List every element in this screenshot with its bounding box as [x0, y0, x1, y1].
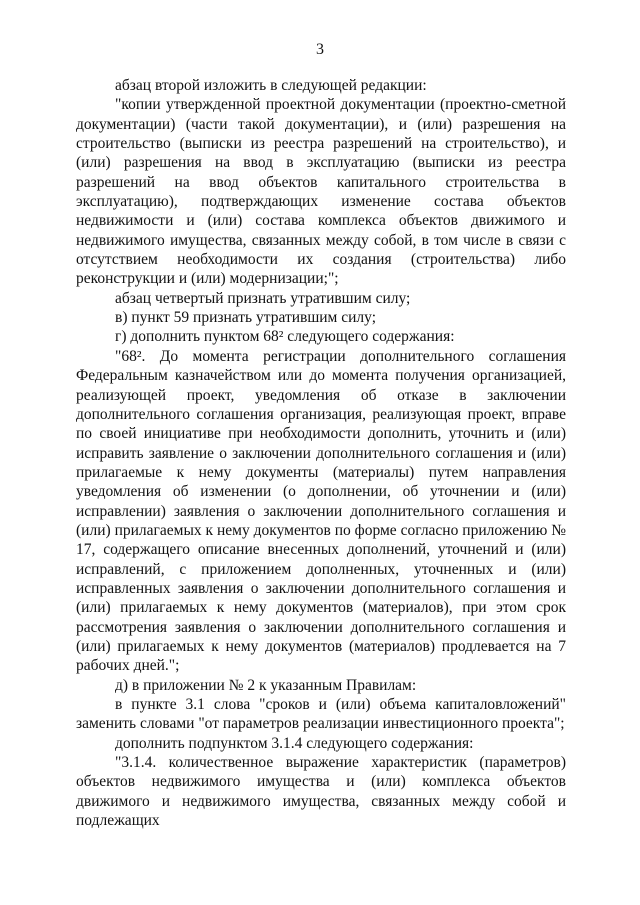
- paragraph-punkt-59: в) пункт 59 признать утратившим силу;: [115, 309, 377, 327]
- paragraph-podpunkt-3-1-4-text: "3.1.4. количественное выражение характеристик (параметров) объектов недвижимого имущества и (или) комплекса объектов движимого и недвижимого имущества, связанных между собой и подлежащих: [76, 754, 566, 830]
- paragraph-dopolnit-podpunktom-3-1-4: дополнить подпунктом 3.1.4 следующего содержания:: [115, 734, 474, 752]
- paragraph-punkt-68-2-text: "68². До момента регистрации дополнительного соглашения Федеральным казначейством или до момента получения организацией, реализующей проект, уведомления об отказе в заключении дополнительного соглашения организация, реализующая проект, вправе по своей инициативе при необходимости дополнить, уточнить и (или) исправить заявление о заключении дополнительного соглашения и (или) прилагаемые к нему документы (материалы) путем направления уведомления об изменении (о дополнении, об уточнении и (или) исправлении) заявления о заключении дополнительного соглашения и (или) прилагаемых к нему документов по форме согласно приложению № 17, содержащего описание внесенных дополнений, уточнений и (или) исправлений, с приложением дополненных, уточненных и (или) исправленных заявления о заключении дополнительного соглашения и (или) прилагаемых к нему документов (материалов), при этом срок рассмотрения заявления о заключении дополнительного соглашения и (или) прилагаемых к нему документов (материалов) продлевается на 7 рабочих дней.";: [76, 347, 566, 675]
- paragraph-dopolnit-punktom-68-2: г) дополнить пунктом 68² следующего содержания:: [115, 328, 455, 346]
- paragraph-abzac-chetvertyy: абзац четвертый признать утратившим силу;: [115, 289, 411, 307]
- paragraph-punkt-3-1: в пункте 3.1 слова "сроков и (или) объема капиталовложений" заменить словами "от параметров реализации инвестиционного проекта";: [76, 696, 566, 733]
- paragraph-prilozhenie-2: д) в приложении № 2 к указанным Правилам:: [115, 676, 417, 694]
- paragraph-kopii-dokumentacii: "копии утвержденной проектной документации (проектно-сметной документации) (части такой документации), и (или) разрешения на строительство (выписки из реестра разрешений на строительство), и (или) разрешения на ввод в эксплуатацию (выписки из реестра разрешений на ввод объектов капитального строительства в эксплуатацию), подтверждающих изменение состава объектов недвижимости и (или) состава комплекса объектов движимого и недвижимого имущества, связанных между собой, в том числе в связи с отсутствием необходимости их создания (строительства) либо реконструкции и (или) модернизации;";: [76, 96, 566, 288]
- document-body: [76, 76, 566, 830]
- page-number: 3: [316, 41, 324, 58]
- paragraph-abzac-vtoroy: абзац второй изложить в следующей редакции:: [115, 77, 427, 94]
